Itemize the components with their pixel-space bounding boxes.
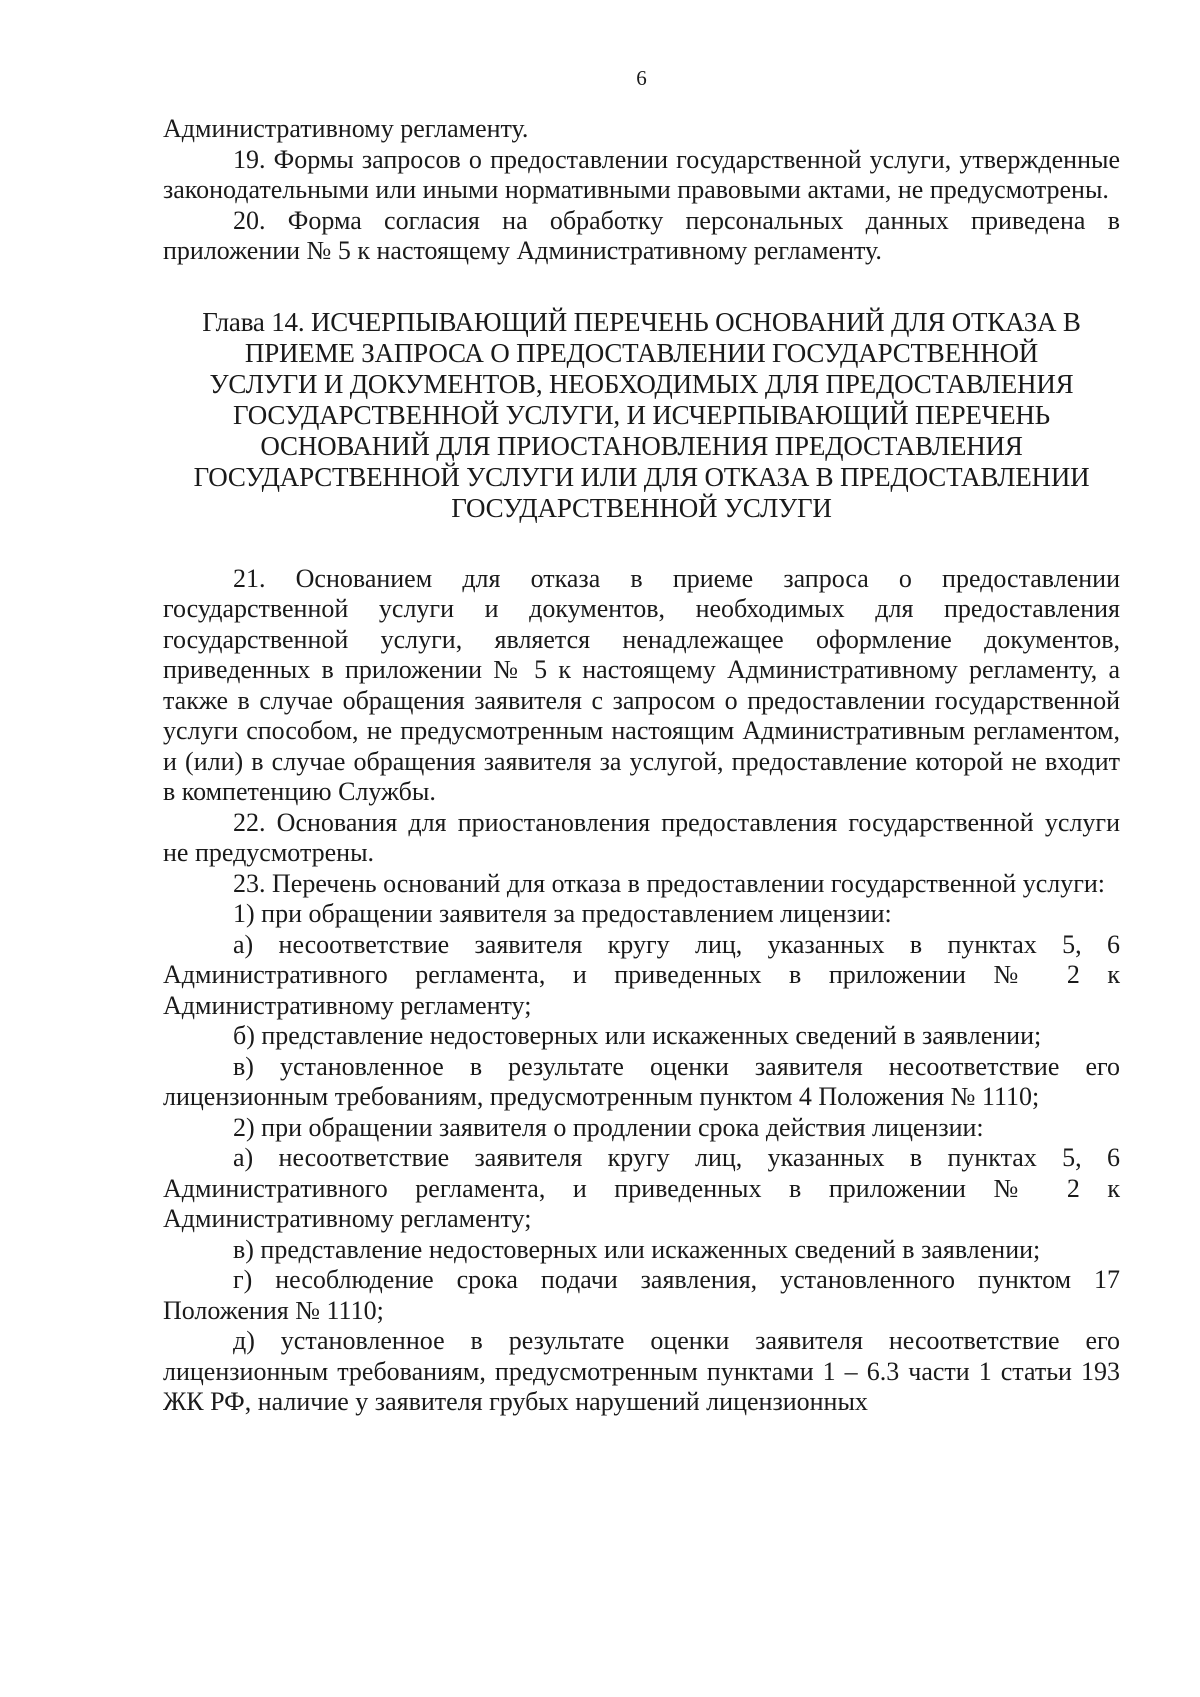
chapter-body (163, 564, 1120, 1418)
sub-item-g: г) несоблюдение срока подачи заявления, установленного пунктом 17 Положения № 1110; (163, 1265, 1120, 1325)
heading-line: ГОСУДАРСТВЕННОЙ УСЛУГИ ИЛИ ДЛЯ ОТКАЗА В ПРЕДОСТАВЛЕНИИ (193, 461, 1090, 492)
heading-line: ГОСУДАРСТВЕННОЙ УСЛУГИ (451, 492, 832, 523)
paragraph-23: 23. Перечень оснований для отказа в предоставлении государственной услуги: (233, 868, 1106, 898)
sub-item-b: б) представление недостоверных или искаженных сведений в заявлении; (233, 1021, 1042, 1050)
sub-item-v: в) установленное в результате оценки заявителя несоответствие его лицензионным требованиям, предусмотренным пунктом 4 Положения № 1110; (163, 1051, 1120, 1111)
page-number: 6 (636, 66, 647, 90)
paragraph-19: 19. Формы запросов о предоставлении государственной услуги, утвержденные законодательными или иными нормативными правовыми актами, не предусмотрены. (163, 144, 1120, 204)
heading-line: УСЛУГИ И ДОКУМЕНТОВ, НЕОБХОДИМЫХ ДЛЯ ПРЕДОСТАВЛЕНИЯ (209, 368, 1074, 399)
list-item-2: 2) при обращении заявителя о продлении срока действия лицензии: (233, 1112, 984, 1142)
sub-item-a: а) несоответствие заявителя кругу лиц, указанных в пунктах 5, 6 Административного регламента, и приведенных в приложении № 2 к Административному регламенту; (163, 929, 1120, 1020)
paragraph-22: 22. Основания для приостановления предоставления государственной услуги не предусмотрены. (163, 807, 1120, 867)
paragraph-21: 21. Основанием для отказа в приеме запроса о предоставлении государственной услуги и документов, необходимых для предоставления государственной услуги, является ненадлежащее оформление документов, приведенных в приложении № 5 к настоящему Административному регламенту, а также в случае обращения заявителя с запросом о предоставлении государственной услуги способом, не предусмотренным настоящим Административным регламентом, и (или) в случае обращения заявителя за услугой, предоставление которой не входит в компетенцию Службы. (163, 563, 1120, 806)
heading-line: ГОСУДАРСТВЕННОЙ УСЛУГИ, И ИСЧЕРПЫВАЮЩИЙ ПЕРЕЧЕНЬ (233, 399, 1050, 430)
heading-line: ПРИЕМЕ ЗАПРОСА О ПРЕДОСТАВЛЕНИИ ГОСУДАРСТВЕННОЙ (244, 337, 1039, 368)
sub-item-d: д) установленное в результате оценки заявителя несоответствие его лицензионным требованиям, предусмотренным пунктами 1 – 6.3 части 1 статьи 193 ЖК РФ, наличие у заявителя грубых нарушений лицензионных (163, 1326, 1120, 1416)
chapter-heading (163, 307, 1120, 524)
list-item-1: 1) при обращении заявителя за предоставлением лицензии: (233, 899, 892, 928)
intro-paragraphs (163, 114, 1120, 267)
paragraph-continuation: Административному регламенту. (163, 114, 529, 143)
heading-line: Глава 14. ИСЧЕРПЫВАЮЩИЙ ПЕРЕЧЕНЬ ОСНОВАНИЙ ДЛЯ ОТКАЗА В (202, 306, 1081, 337)
paragraph-20: 20. Форма согласия на обработку персональных данных приведена в приложении № 5 к настоящему Административному регламенту. (163, 205, 1120, 265)
sub-item-v: в) представление недостоверных или искаженных сведений в заявлении; (233, 1234, 1041, 1264)
heading-line: ОСНОВАНИЙ ДЛЯ ПРИОСТАНОВЛЕНИЯ ПРЕДОСТАВЛЕНИЯ (260, 430, 1023, 461)
sub-item-a: а) несоответствие заявителя кругу лиц, указанных в пунктах 5, 6 Административного регламента, и приведенных в приложении № 2 к Административному регламенту; (163, 1143, 1120, 1233)
